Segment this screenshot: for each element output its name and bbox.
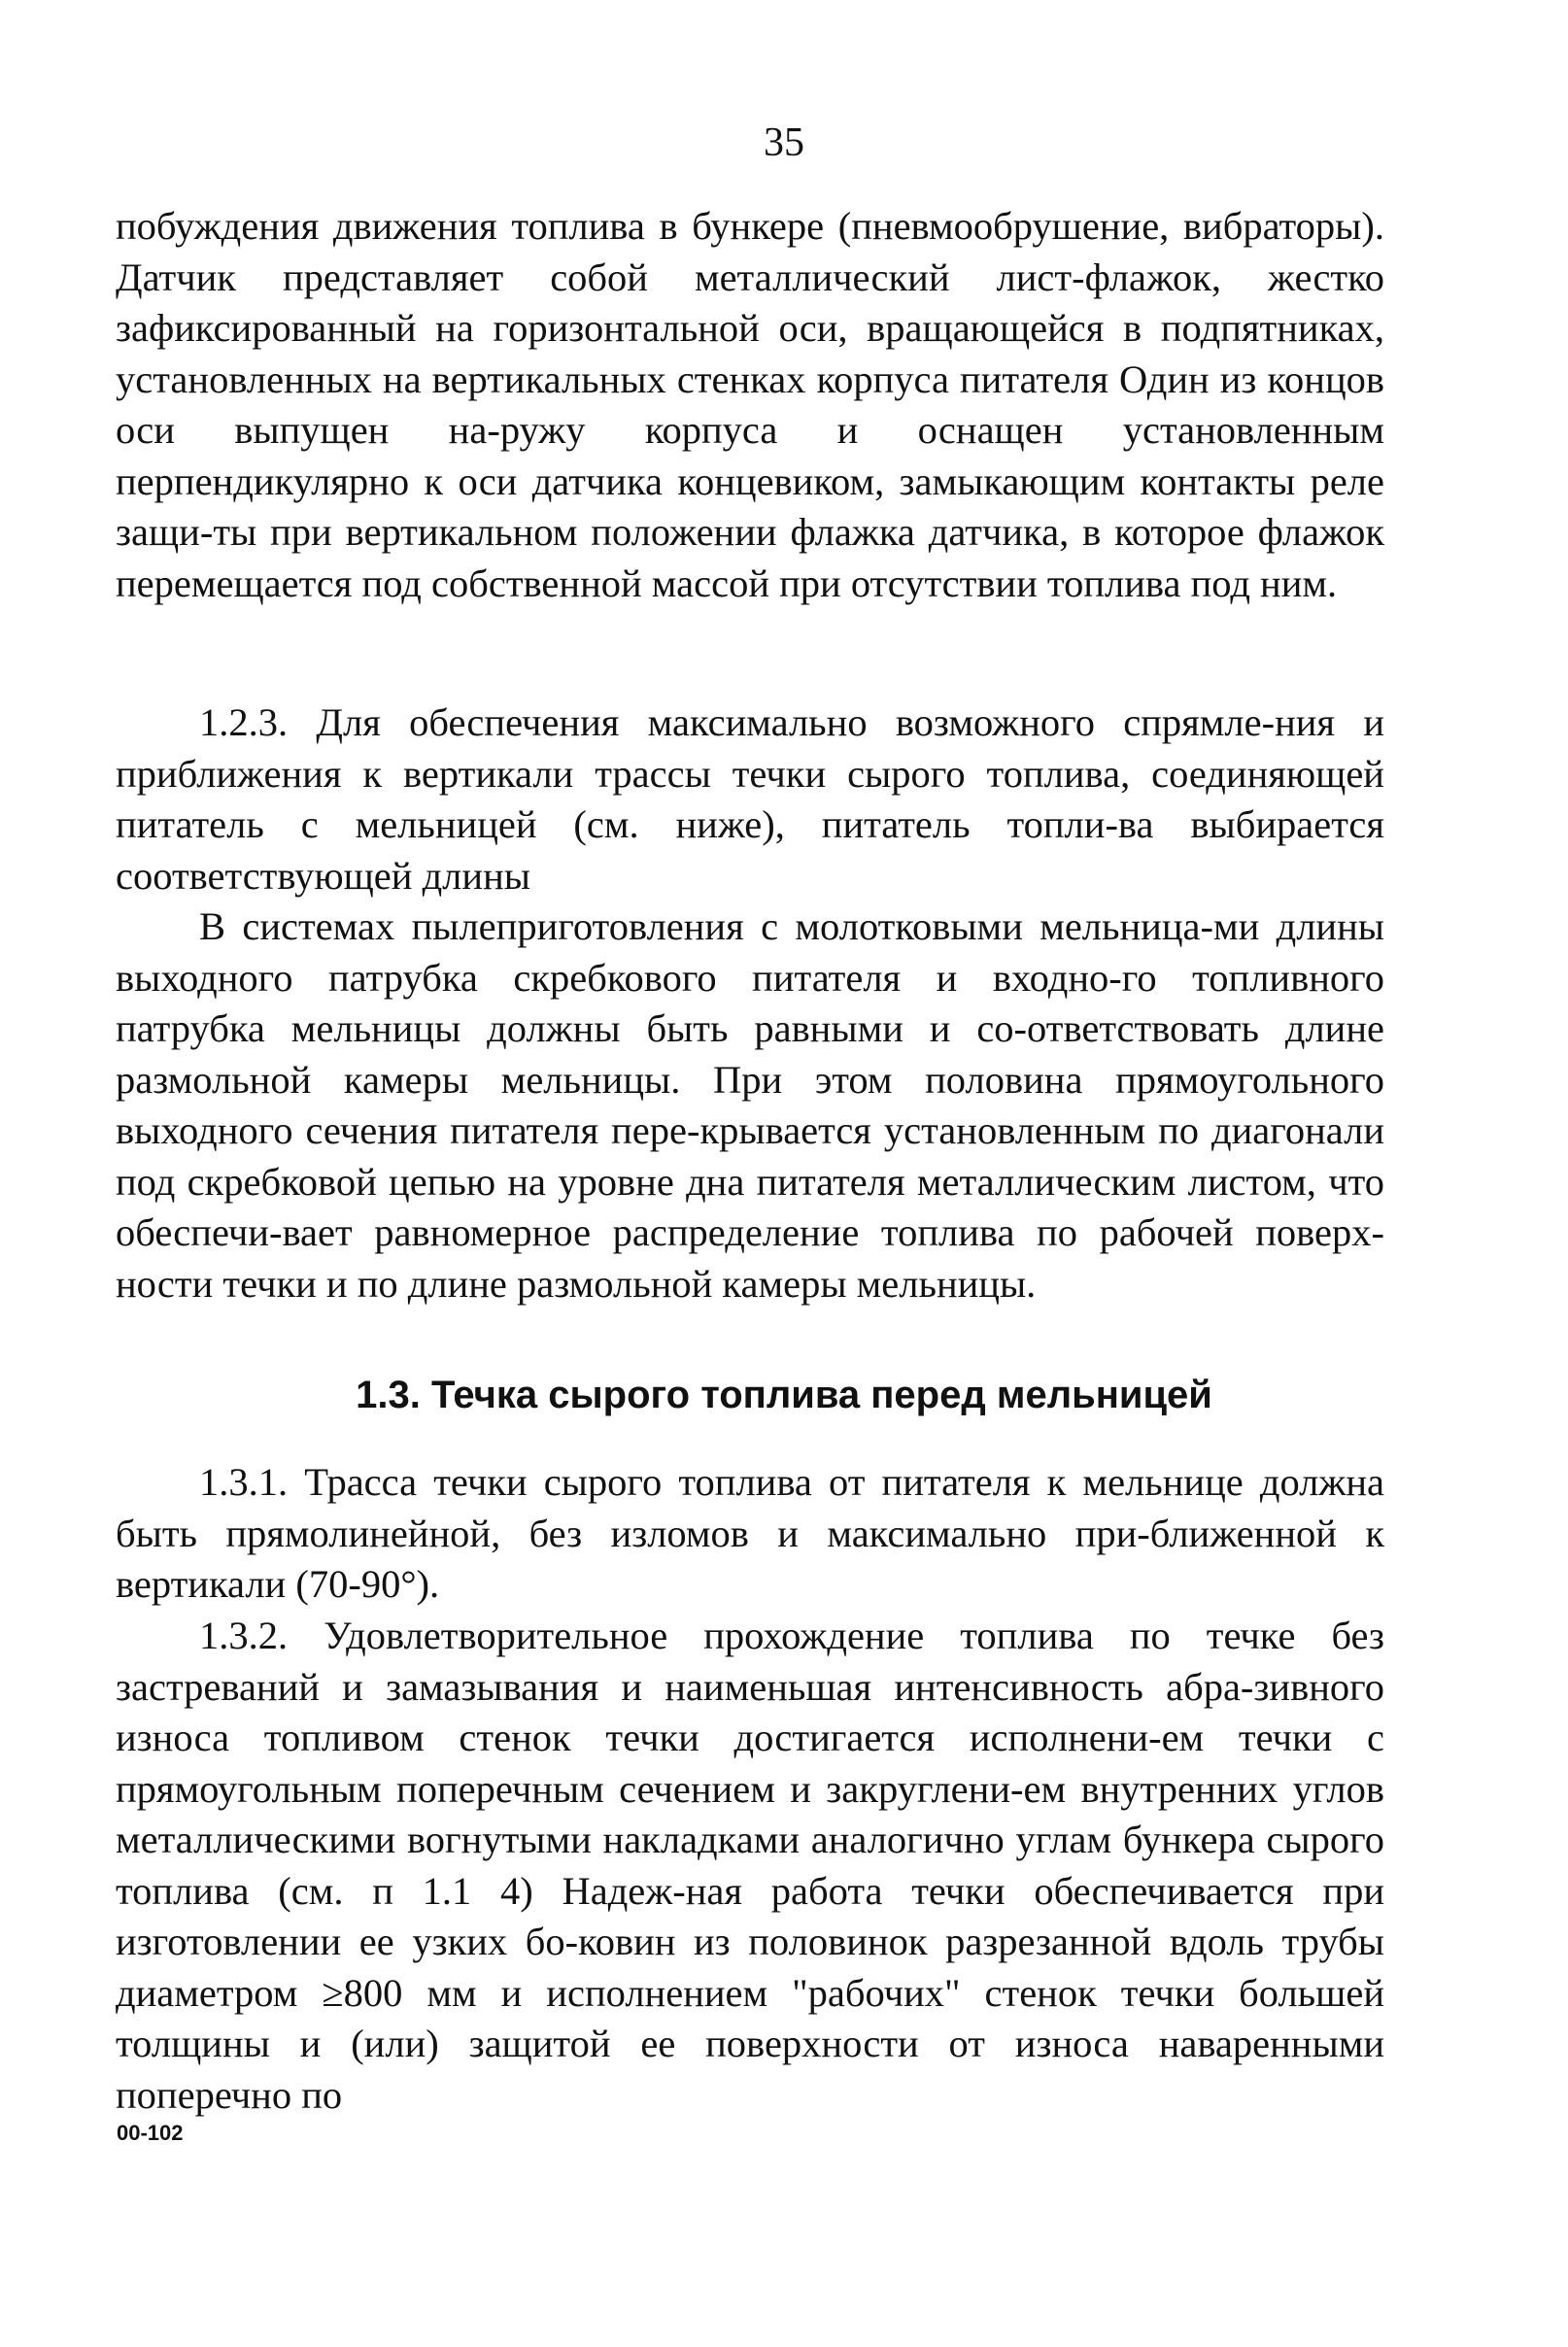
paragraph-sensor-description: побуждения движения топлива в бункере (пневмообрушение, вибраторы). Датчик представляет собой металлический лист-флажок, жестко зафиксированный на горизонтальной оси, вращающейся в подпятниках, установленных на вертикальных стенках корпуса питателя Один из концов оси выпущен на-ружу корпуса и оснащен установленным перпендикулярно к оси датчика концевиком, замыкающим контакты реле защи-ты при вертикальном положении флажка датчика, в которое флажок перемещается под собственной массой при отсутствии топлива под ним. (116, 204, 1384, 605)
paragraph-1-3-2: 1.3.2. Удовлетворительное прохождение топлива по течке без застреваний и замазывания и наименьшая интенсивность абра-зивного износа топливом стенок течки достигается исполнени-ем течки с прямоугольным поперечным сечением и закруглени-ем внутренних углов металлическими вогнутыми накладками аналогично углам бункера сырого топлива (см. п 1.1 4) Надеж-ная работа течки обеспечивается при изготовлении ее узких бо-ковин из половинок разрезанной вдоль трубы диаметром ≥800 мм и исполнением "рабочих" стенок течки большей толщины и (или) защитой ее поверхности от износа наваренными поперечно по (116, 1614, 1384, 2117)
paragraph-1-3-1: 1.3.1. Трасса течки сырого топлива от питателя к мельнице должна быть прямолинейной, без изломов и максимально при-ближенной к вертикали (70-90°). (116, 1460, 1384, 1606)
page-number: 35 (764, 120, 804, 165)
footer-print-code: 00-102 (117, 2121, 184, 2145)
paragraph-1-2-3: 1.2.3. Для обеспечения максимально возможного спрямле-ния и приближения к вертикали трассы течки сырого топлива, соединяющей питатель с мельницей (см. ниже), питатель топли-ва выбирается соответствующей длины (116, 700, 1384, 898)
section-heading-1-3: 1.3. Течка сырого топлива перед мельницей (356, 1374, 1212, 1416)
paragraph-hammer-mills: В системах пылеприготовления с молотковыми мельница-ми длины выходного патрубка скребкового питателя и входно-го топливного патрубка мельницы должны быть равными и со-ответствовать длине размольной камеры мельницы. При этом половина прямоугольного выходного сечения питателя пере-крывается установленным по диагонали под скребковой цепью на уровне дна питателя металлическим листом, что обеспечи-вает равномерное распределение топлива по рабочей поверх-ности течки и по длине размольной камеры мельницы. (116, 904, 1384, 1306)
